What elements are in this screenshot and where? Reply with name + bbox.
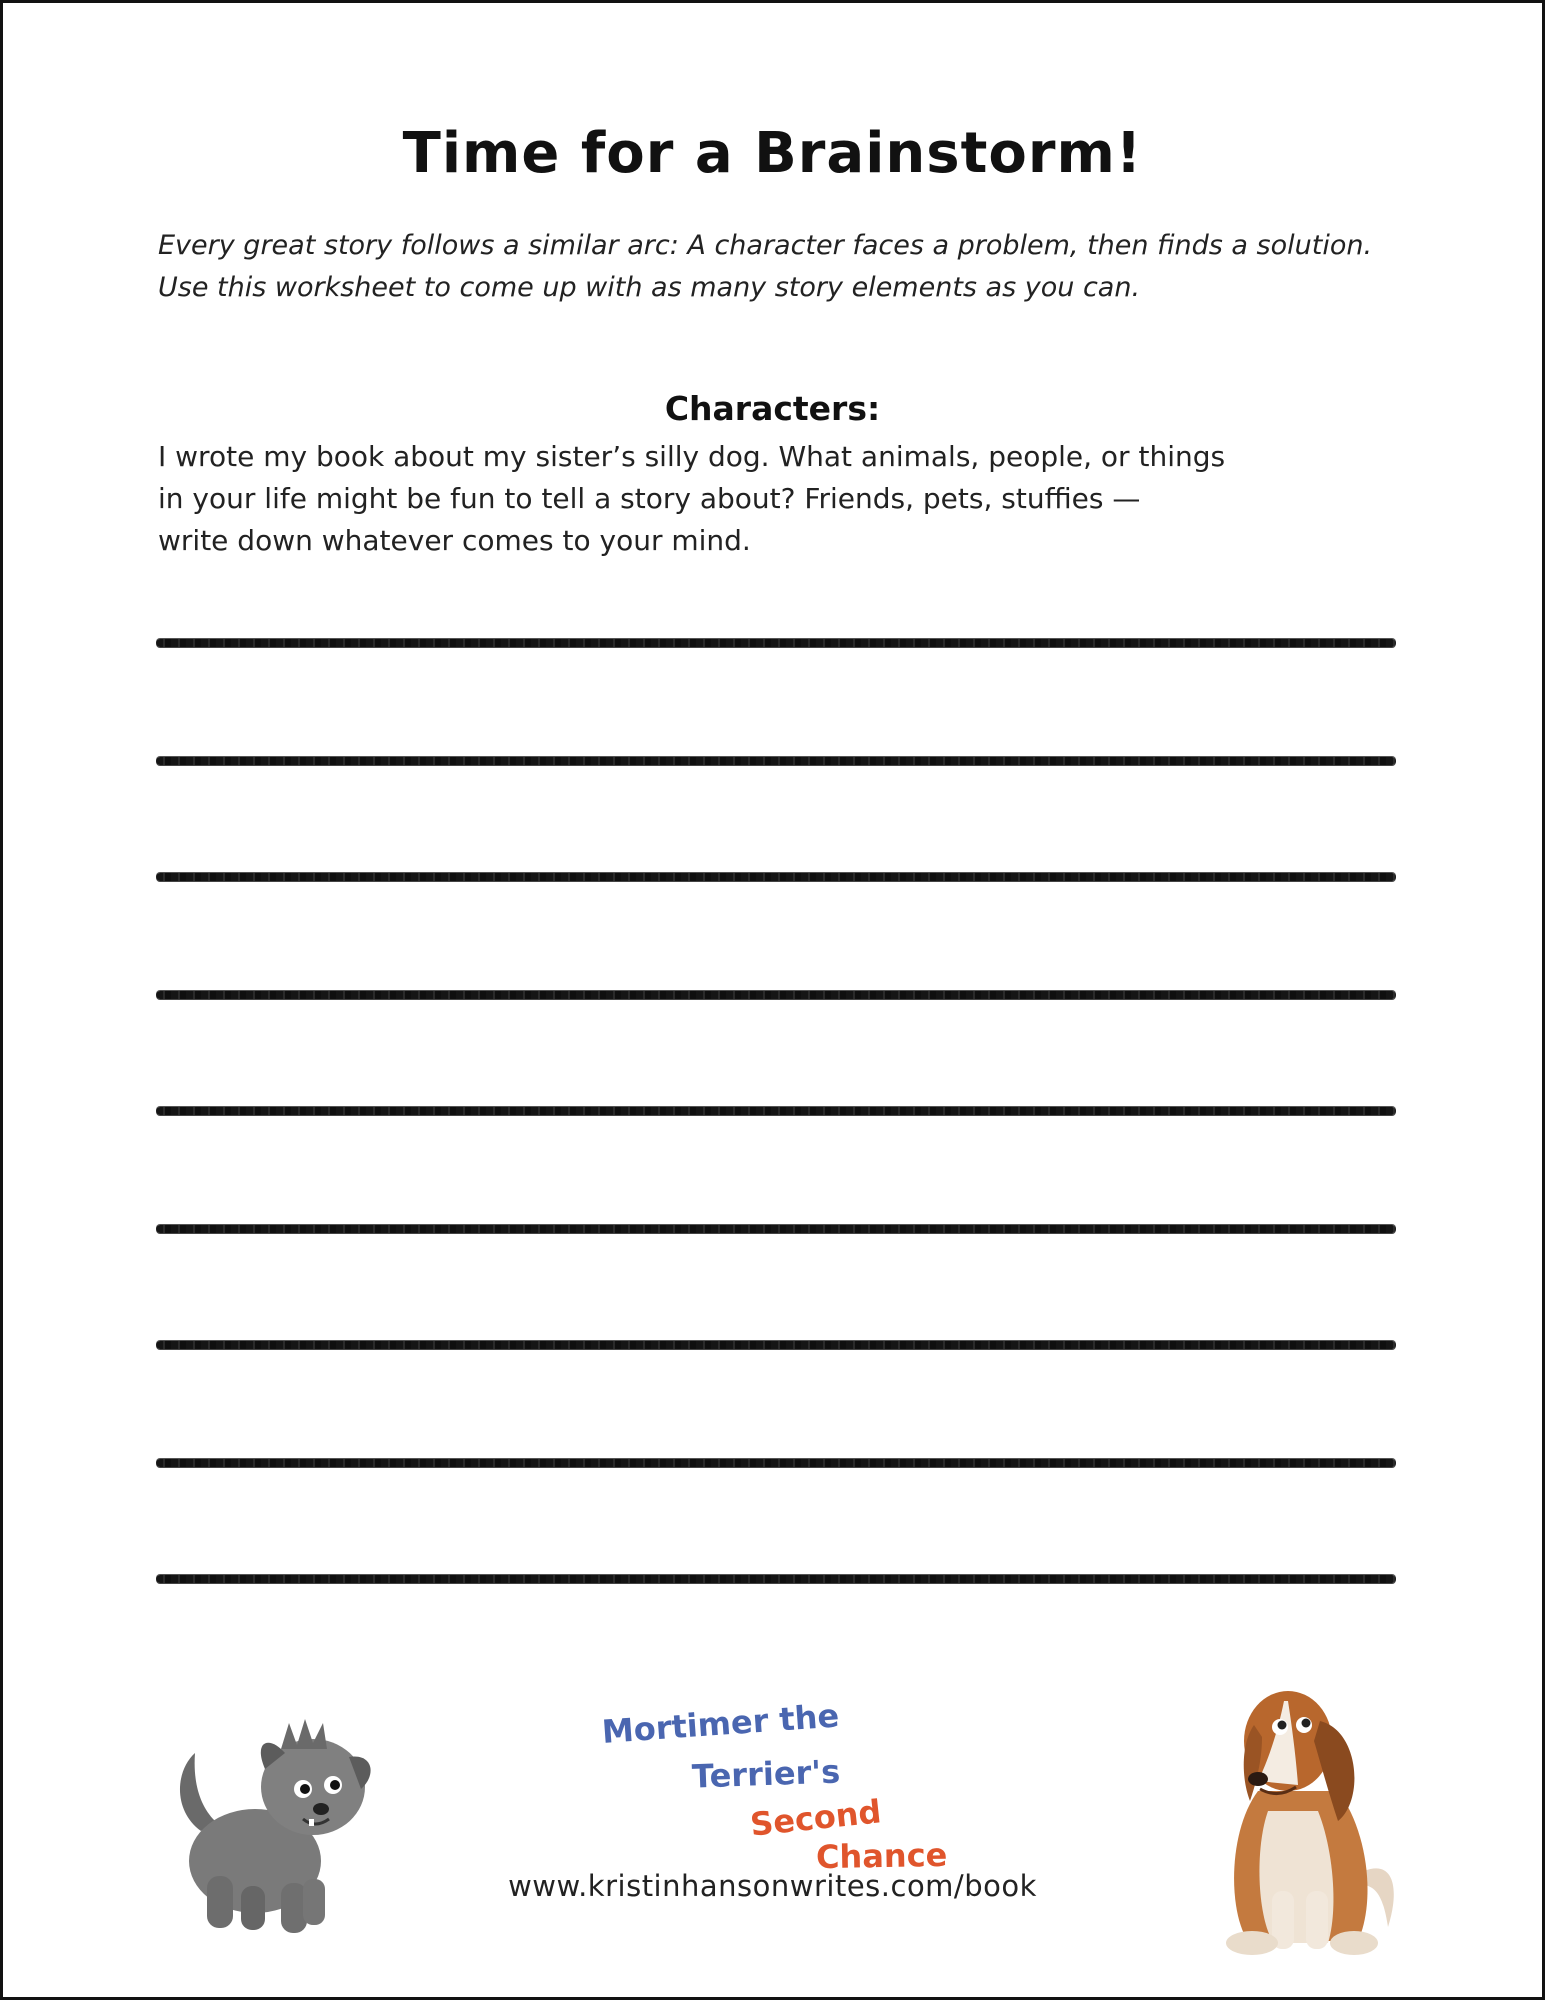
writing-line[interactable]	[156, 757, 1396, 765]
writing-line[interactable]	[156, 639, 1396, 647]
writing-line[interactable]	[156, 1225, 1396, 1233]
prompt-line-3: write down whatever comes to your mind.	[158, 524, 751, 557]
book-title-line-4: Chance	[815, 1835, 948, 1877]
gray-terrier-dog-illustration	[163, 1701, 383, 1941]
prompt-line-2: in your life might be fun to tell a story about? Friends, pets, stuffies —	[158, 482, 1141, 515]
characters-prompt	[158, 436, 1318, 562]
writing-line[interactable]	[156, 1107, 1396, 1115]
intro-text: Every great story follows a similar arc: A character faces a problem, then finds a solution. Use this worksheet to come up with as many story elements as you can.	[158, 230, 1373, 303]
book-title-line-1: Mortimer the	[600, 1696, 841, 1751]
book-title-line-2: Terrier's	[691, 1752, 841, 1796]
brown-beagle-dog-illustration	[1188, 1661, 1408, 1961]
section-heading-characters: Characters:	[664, 389, 881, 428]
prompt-line-1: I wrote my book about my sister’s silly dog. What animals, people, or things	[158, 440, 1226, 473]
book-title-line-3: Second	[748, 1792, 884, 1844]
page-title: Time for a Brainstorm!	[402, 121, 1143, 186]
writing-line[interactable]	[156, 873, 1396, 881]
writing-line[interactable]	[156, 991, 1396, 999]
writing-lines	[156, 639, 1396, 1693]
writing-line[interactable]	[156, 1459, 1396, 1467]
writing-line[interactable]	[156, 1341, 1396, 1349]
writing-line[interactable]	[156, 1575, 1396, 1583]
book-title-logo	[598, 1696, 1018, 1877]
website-url[interactable]: www.kristinhansonwrites.com/book	[508, 1869, 1037, 1903]
